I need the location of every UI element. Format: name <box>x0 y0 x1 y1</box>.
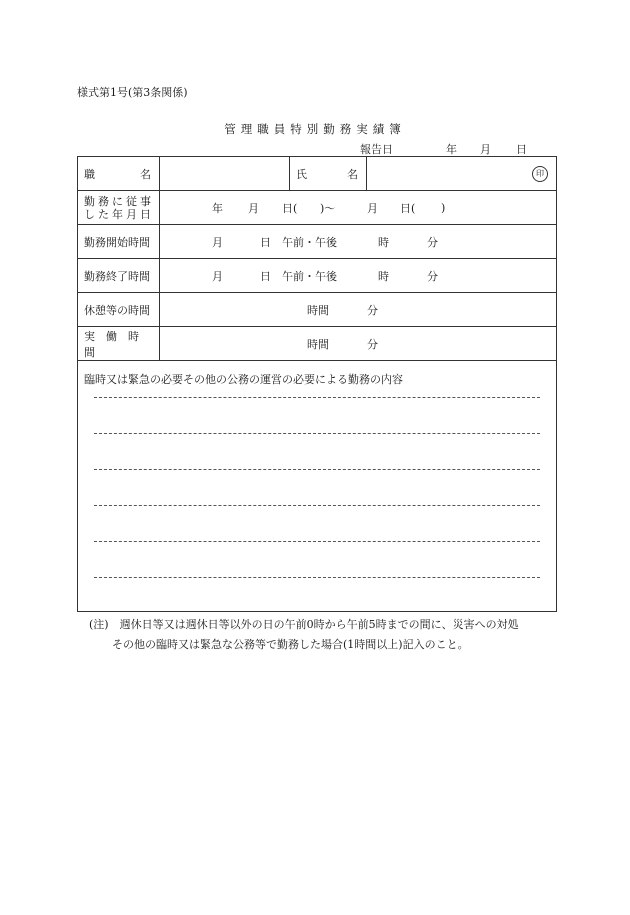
actual-minutes-unit: 分 <box>367 337 378 351</box>
start-time-input-cell[interactable] <box>160 225 557 259</box>
report-date-label: 報告日 <box>360 143 393 156</box>
end-minute-unit: 分 <box>427 269 438 283</box>
report-day-unit: 日 <box>516 143 527 156</box>
break-hours-unit: 時間 <box>307 303 329 317</box>
actual-time-label: 実 働 時 間 <box>84 329 150 359</box>
actual-time-input-cell[interactable] <box>160 327 557 361</box>
position-label: 職 名 <box>84 167 151 181</box>
end-time-label: 勤務終了時間 <box>84 269 150 283</box>
service-month2-unit: 月 <box>367 201 378 215</box>
note-line-1: (注) 週休日等又は週休日等以外の日の午前0時から午前5時までの間に、災害への対処 <box>89 618 519 631</box>
note-line-2: その他の臨時又は緊急な公務等で勤務した場合(1時間以上)記入のこと。 <box>112 638 469 651</box>
service-weekday2-close: ) <box>441 201 446 214</box>
table-row <box>78 361 557 612</box>
name-label-cell <box>290 157 367 191</box>
dotted-line <box>94 469 540 470</box>
name-label: 氏 名 <box>296 167 358 181</box>
start-time-label-cell <box>78 225 160 259</box>
service-date-label-line1: 勤務に従事 <box>84 194 154 208</box>
report-date <box>360 141 530 155</box>
start-time-label: 勤務開始時間 <box>84 235 150 249</box>
work-content-label: 臨時又は緊急の必要その他の公務の運営の必要による勤務の内容 <box>84 373 403 386</box>
page-title: 管理職員特別勤務実績簿 <box>224 122 406 136</box>
start-ampm: 午前・午後 <box>282 235 337 249</box>
end-ampm: 午前・午後 <box>282 269 337 283</box>
attendance-record-table <box>77 156 557 612</box>
service-date-label-line2: した年月日 <box>84 207 154 221</box>
work-content-cell[interactable] <box>78 361 557 612</box>
start-day-unit: 日 <box>260 235 271 249</box>
table-row <box>78 225 557 259</box>
start-month-unit: 月 <box>212 235 223 249</box>
service-date-label-cell <box>78 191 160 225</box>
end-month-unit: 月 <box>212 269 223 283</box>
dotted-line <box>94 505 540 506</box>
break-time-input-cell[interactable] <box>160 293 557 327</box>
dotted-line <box>94 397 540 398</box>
service-weekday-close: )～ <box>320 201 336 215</box>
seal-mark: 印 <box>532 166 548 182</box>
start-hour-unit: 時 <box>378 235 389 249</box>
service-year-unit: 年 <box>212 201 223 215</box>
service-day2-unit: 日( <box>400 201 416 215</box>
report-month-unit: 月 <box>480 143 491 156</box>
position-input-cell[interactable] <box>160 157 290 191</box>
actual-time-label-cell <box>78 327 160 361</box>
table-row <box>78 293 557 327</box>
service-date-input-cell[interactable] <box>160 191 557 225</box>
break-time-label: 休憩等の時間 <box>84 303 150 317</box>
table-row <box>78 259 557 293</box>
end-day-unit: 日 <box>260 269 271 283</box>
table-row <box>78 157 557 191</box>
end-time-label-cell <box>78 259 160 293</box>
dotted-line <box>94 577 540 578</box>
service-day-unit: 日( <box>282 201 298 215</box>
end-hour-unit: 時 <box>378 269 389 283</box>
end-time-input-cell[interactable] <box>160 259 557 293</box>
form-number: 様式第1号(第3条関係) <box>77 86 188 99</box>
break-time-label-cell <box>78 293 160 327</box>
report-year-unit: 年 <box>446 143 457 156</box>
table-row <box>78 327 557 361</box>
table-row <box>78 191 557 225</box>
dotted-line <box>94 433 540 434</box>
service-month-unit: 月 <box>248 201 259 215</box>
dotted-line <box>94 541 540 542</box>
position-label-cell <box>78 157 160 191</box>
start-minute-unit: 分 <box>427 235 438 249</box>
name-input-cell[interactable] <box>367 157 557 191</box>
break-minutes-unit: 分 <box>367 303 378 317</box>
actual-hours-unit: 時間 <box>307 337 329 351</box>
